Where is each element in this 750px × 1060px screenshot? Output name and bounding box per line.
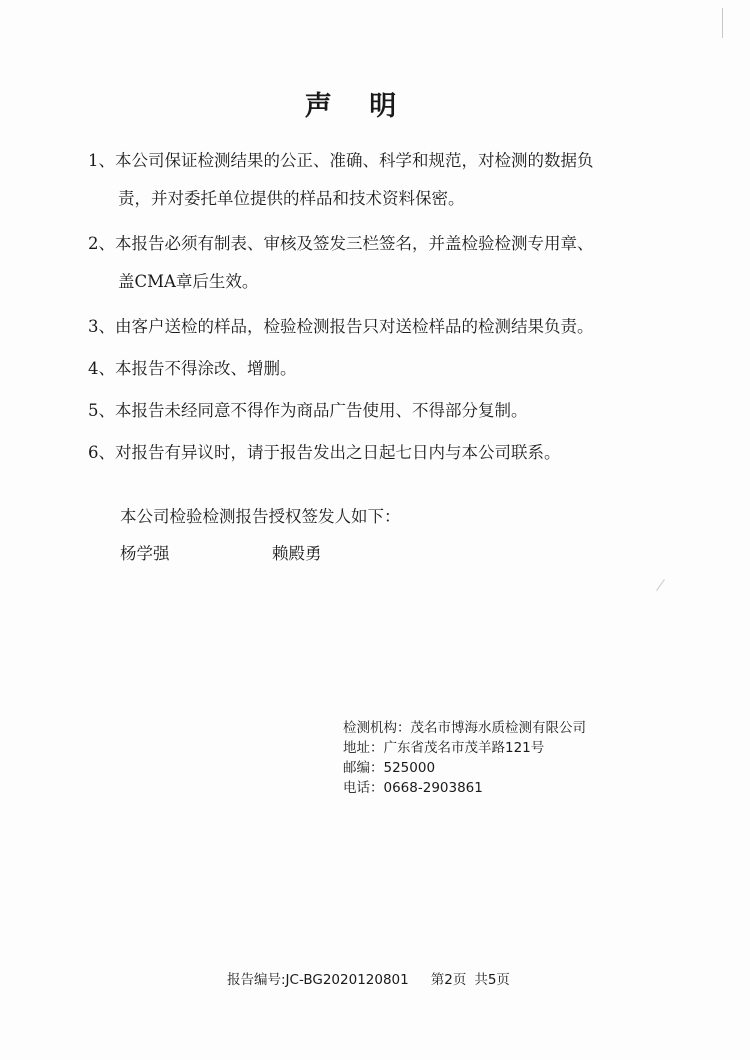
signers-heading: 本公司检验检测报告授权签发人如下： — [120, 507, 401, 526]
scan-artifact-line — [722, 8, 723, 38]
contact-postcode: 邮编：525000 — [343, 760, 436, 776]
clause-5 — [88, 392, 648, 430]
clause-text: 本公司保证检测结果的公正、准确、科学和规范，对检测的数据负 — [115, 151, 594, 170]
clause-text: 由客户送检的样品，检验检测报告只对送检样品的检测结果负责。 — [115, 317, 594, 336]
clause-text: 本报告未经同意不得作为商品广告使用、不得部分复制。 — [115, 401, 528, 420]
clause-text: 本报告不得涂改、增删。 — [115, 359, 297, 378]
signer-name: 赖殿勇 — [272, 544, 322, 563]
clause-text: 本报告必须有制表、审核及签发三栏签名，并盖检验检测专用章、 — [115, 234, 594, 253]
clause-text-continued: 责，并对委托单位提供的样品和技术资料保密。 — [118, 189, 465, 208]
contact-block — [343, 718, 586, 798]
page-number: 第2页 — [430, 972, 467, 988]
clause-1 — [88, 142, 648, 218]
clause-2 — [88, 225, 648, 301]
clause-number: 1、 — [88, 151, 115, 170]
clause-number: 3、 — [88, 317, 115, 336]
contact-org: 检测机构：茂名市博海水质检测有限公司 — [343, 720, 586, 736]
page-title: 声 明 — [304, 91, 411, 122]
contact-phone: 电话：0668-2903861 — [343, 780, 483, 796]
clause-number: 5、 — [88, 401, 115, 420]
page-total: 共5页 — [474, 972, 510, 988]
clause-number: 4、 — [88, 359, 115, 378]
clause-number: 2、 — [88, 234, 115, 253]
clause-text: 对报告有异议时，请于报告发出之日起七日内与本公司联系。 — [115, 443, 561, 462]
report-number: 报告编号:JC-BG2020120801 — [227, 972, 409, 988]
contact-address: 地址：广东省茂名市茂羊路121号 — [343, 740, 545, 756]
clause-4 — [88, 350, 648, 388]
clause-text-continued: 盖CMA章后生效。 — [118, 272, 259, 291]
clause-3 — [88, 308, 648, 346]
clause-number: 6、 — [88, 443, 115, 462]
page-footer — [227, 968, 510, 988]
scan-artifact-line — [656, 579, 665, 591]
signer-name: 杨学强 — [120, 544, 170, 563]
clause-6 — [88, 434, 648, 472]
